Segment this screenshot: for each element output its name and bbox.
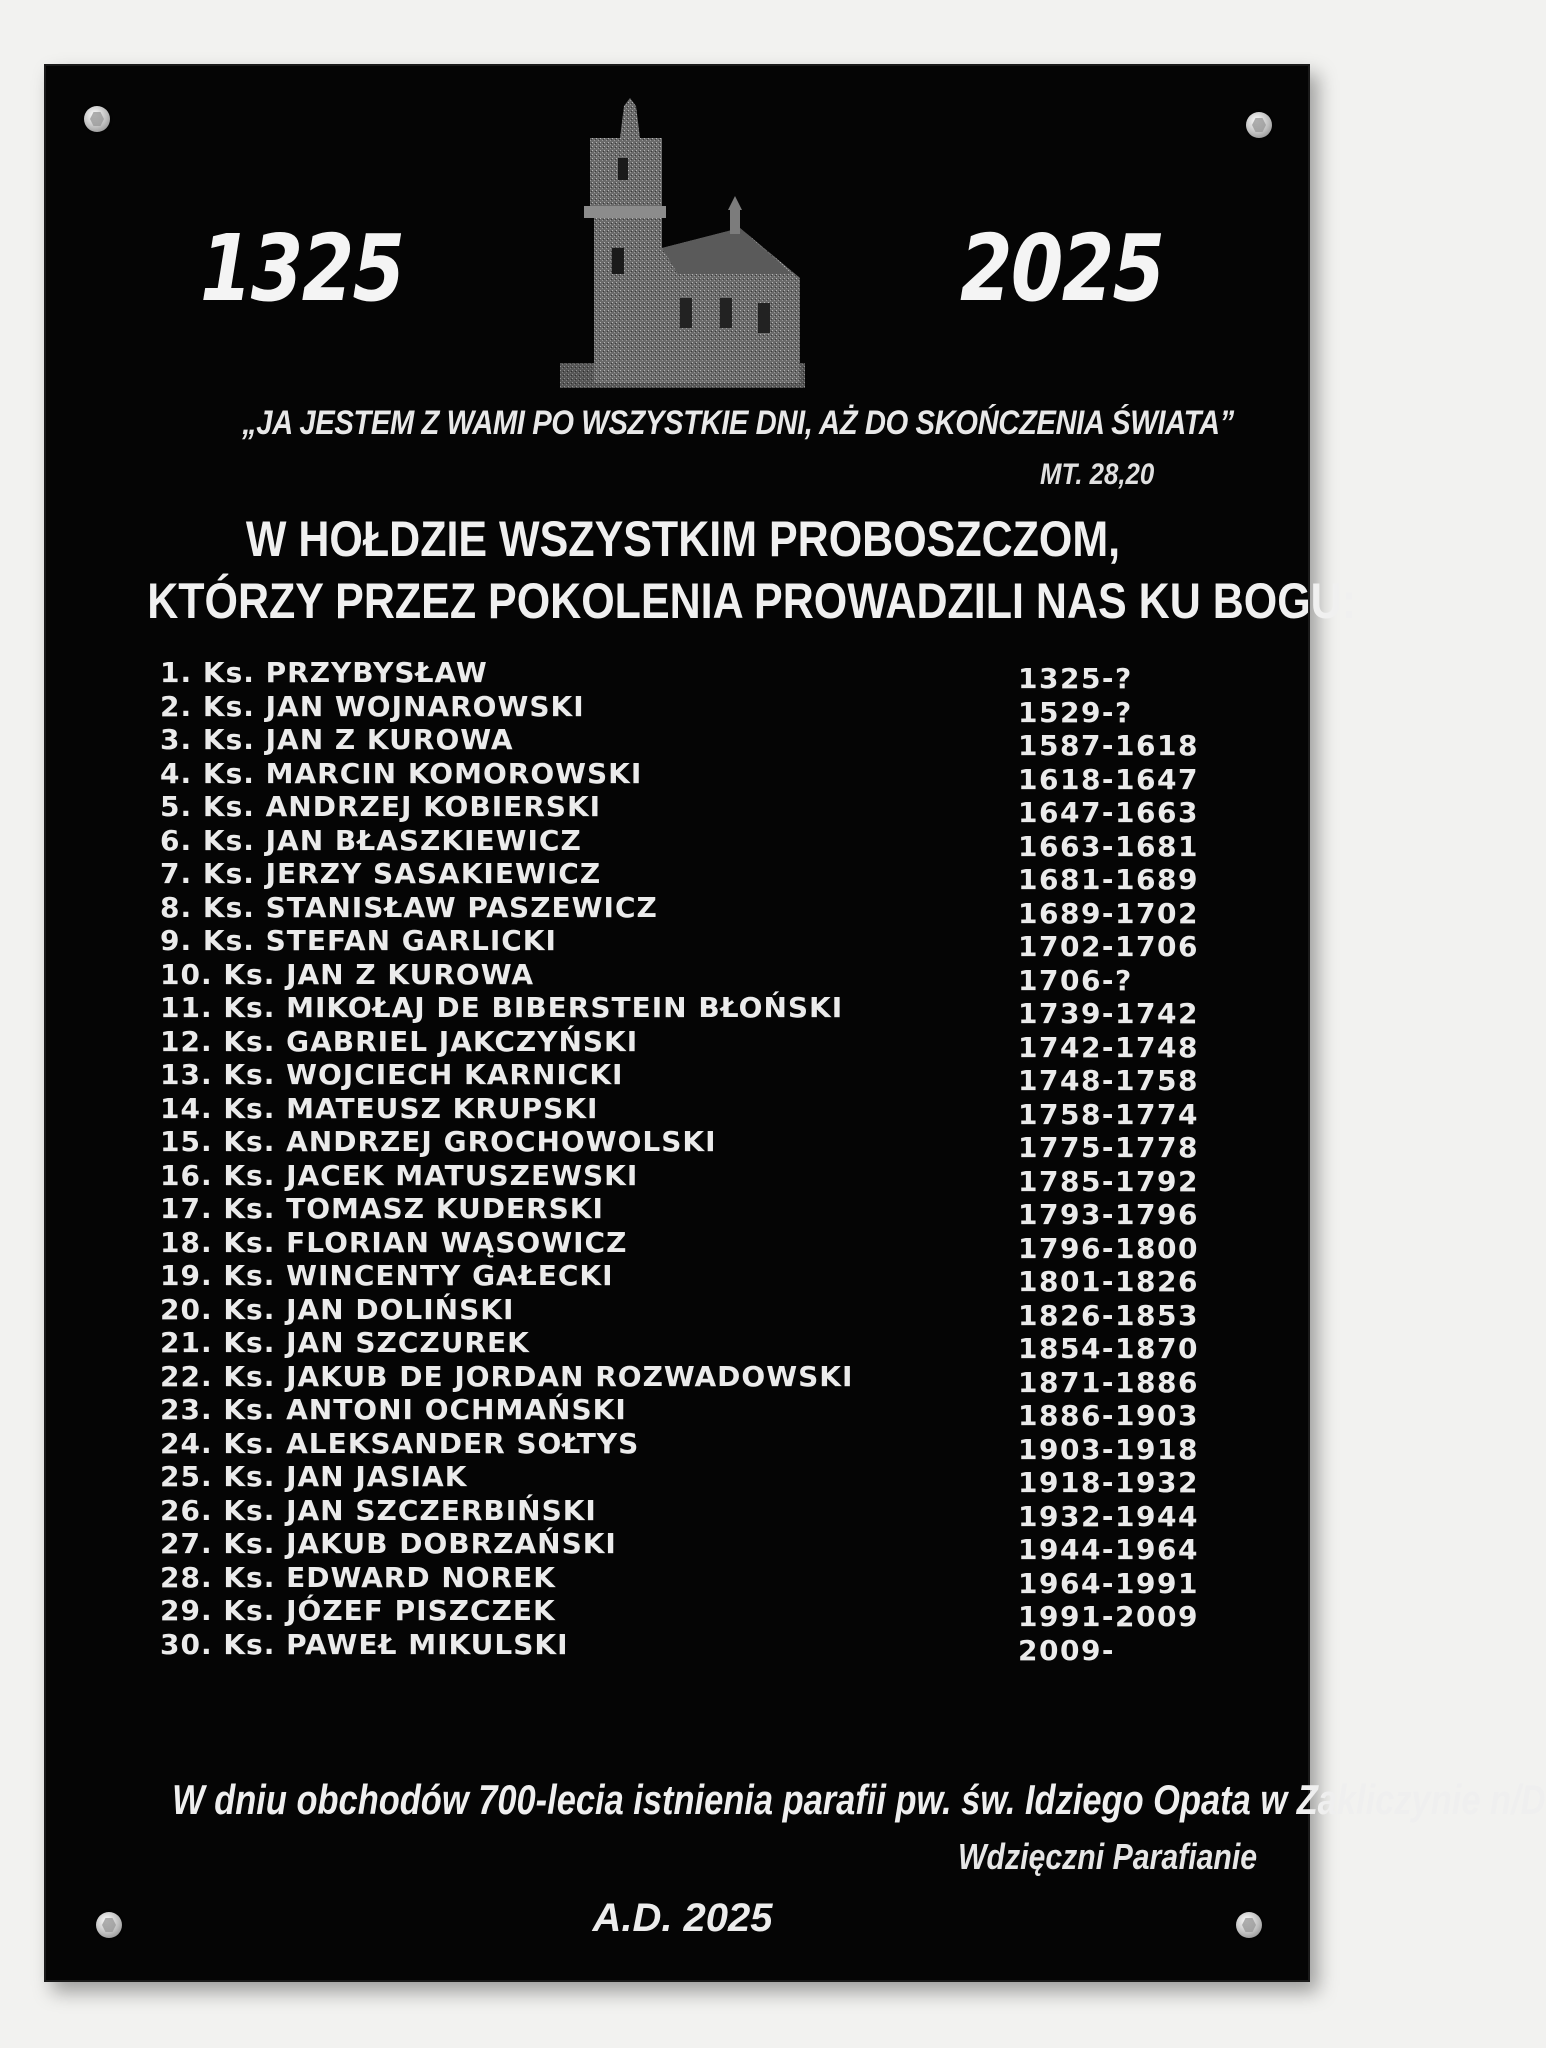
priest-name: 13. Ks. WOJCIECH KARNICKI (160, 1058, 624, 1091)
list-item (160, 1024, 1220, 1064)
priest-name: 25. Ks. JAN JASIAK (160, 1460, 468, 1493)
priest-name: 29. Ks. JÓZEF PISZCZEK (160, 1594, 556, 1627)
priest-name: 4. Ks. MARCIN KOMOROWSKI (160, 756, 643, 790)
list-item (160, 1125, 1220, 1164)
priest-years: 1618-1647 (1018, 762, 1199, 796)
priest-years: 1826-1853 (1018, 1298, 1199, 1332)
year-start: 1325 (200, 215, 404, 322)
anniversary-note: W dniu obchodów 700-lecia istnienia parafii pw. św. Idziego Opata w Zakliczynie n/D (172, 1776, 1546, 1823)
priest-name: 12. Ks. GABRIEL JAKCZYŃSKI (160, 1024, 639, 1058)
list-item (160, 1192, 1220, 1231)
priest-name: 9. Ks. STEFAN GARLICKI (160, 924, 557, 957)
priest-years: 1748-1758 (1018, 1064, 1199, 1097)
priest-years: 1871-1886 (1018, 1365, 1199, 1399)
list-item (160, 1326, 1220, 1365)
list-item (160, 991, 1220, 1030)
list-item (160, 924, 1220, 963)
list-item (160, 756, 1220, 796)
list-item (160, 1426, 1220, 1466)
screw-top-right-icon (1246, 112, 1272, 138)
priest-years: 1991-2009 (1018, 1600, 1199, 1633)
priest-years: 1886-1903 (1018, 1399, 1199, 1432)
priest-years: 1742-1748 (1018, 1030, 1199, 1064)
priest-name: 23. Ks. ANTONI OCHMAŃSKI (160, 1393, 627, 1426)
priest-name: 5. Ks. ANDRZEJ KOBIERSKI (160, 790, 602, 823)
priest-name: 22. Ks. JAKUB DE JORDAN ROZWADOWSKI (160, 1359, 854, 1393)
priest-name: 21. Ks. JAN SZCZUREK (160, 1326, 530, 1359)
list-item (160, 689, 1220, 729)
year-end: 2025 (960, 215, 1164, 322)
list-item (160, 1359, 1220, 1399)
list-item (160, 1594, 1220, 1633)
priest-years: 1689-1702 (1018, 896, 1199, 930)
list-item (160, 1091, 1220, 1131)
priest-name: 26. Ks. JAN SZCZERBIŃSKI (160, 1493, 597, 1527)
anno-domini-year: A.D. 2025 (592, 1896, 773, 1940)
priest-years: 1785-1792 (1018, 1164, 1199, 1198)
list-item (160, 890, 1220, 930)
priest-years: 1801-1826 (1018, 1265, 1199, 1298)
priest-name: 20. Ks. JAN DOLIŃSKI (160, 1292, 515, 1326)
list-item (160, 656, 1220, 695)
priest-name: 30. Ks. PAWEŁ MIKULSKI (160, 1627, 569, 1661)
list-item (160, 1259, 1220, 1298)
priest-name: 3. Ks. JAN Z KUROWA (160, 723, 514, 756)
priest-name: 19. Ks. WINCENTY GAŁECKI (160, 1259, 614, 1292)
list-item (160, 1058, 1220, 1097)
priest-name: 11. Ks. MIKOŁAJ DE BIBERSTEIN BŁOŃSKI (160, 991, 844, 1024)
list-item (160, 790, 1220, 829)
list-item (160, 1292, 1220, 1332)
priest-years: 1706-? (1018, 963, 1133, 997)
priest-name: 7. Ks. JERZY SASAKIEWICZ (160, 857, 602, 890)
priest-name: 2. Ks. JAN WOJNAROWSKI (160, 689, 585, 723)
screw-top-left-icon (84, 106, 110, 132)
priest-years: 1964-1991 (1018, 1566, 1199, 1600)
list-item (160, 1460, 1220, 1499)
scripture-reference: MT. 28,20 (1040, 458, 1155, 491)
priest-years: 1854-1870 (1018, 1332, 1199, 1365)
list-item (160, 1225, 1220, 1265)
list-item (160, 1560, 1220, 1600)
priest-years: 1758-1774 (1018, 1097, 1199, 1131)
priest-name: 1. Ks. PRZYBYSŁAW (160, 656, 488, 689)
dedication-heading-line2: KTÓRZY PRZEZ POKOLENIA PROWADZILI NAS KU BOGU: (147, 573, 1357, 629)
priest-years: 2009- (1018, 1633, 1116, 1667)
priest-name: 28. Ks. EDWARD NOREK (160, 1560, 556, 1594)
priest-years: 1796-1800 (1018, 1231, 1199, 1265)
priest-years: 1932-1944 (1018, 1499, 1199, 1533)
priest-name: 27. Ks. JAKUB DOBRZAŃSKI (160, 1527, 617, 1560)
priest-years: 1793-1796 (1018, 1198, 1199, 1231)
priest-name: 14. Ks. MATEUSZ KRUPSKI (160, 1091, 599, 1125)
priest-years: 1903-1918 (1018, 1432, 1199, 1466)
priest-years: 1529-? (1018, 695, 1133, 729)
priest-name: 6. Ks. JAN BŁASZKIEWICZ (160, 823, 582, 857)
priest-years: 1944-1964 (1018, 1533, 1199, 1566)
list-item (160, 1493, 1220, 1533)
priest-years: 1775-1778 (1018, 1131, 1199, 1164)
priest-years: 1325-? (1018, 662, 1133, 695)
priest-name: 24. Ks. ALEKSANDER SOŁTYS (160, 1426, 640, 1460)
priest-years: 1647-1663 (1018, 796, 1199, 829)
priest-name: 16. Ks. JACEK MATUSZEWSKI (160, 1158, 639, 1192)
priest-years: 1663-1681 (1018, 829, 1199, 863)
priest-name: 18. Ks. FLORIAN WĄSOWICZ (160, 1225, 628, 1259)
priest-name: 8. Ks. STANISŁAW PASZEWICZ (160, 890, 658, 924)
dedication-heading-line1: W HOŁDZIE WSZYSTKIM PROBOSZCZOM, (245, 511, 1121, 567)
priest-name: 17. Ks. TOMASZ KUDERSKI (160, 1192, 604, 1225)
list-item (160, 723, 1220, 762)
priest-years: 1702-1706 (1018, 930, 1199, 963)
list-item (160, 1393, 1220, 1432)
priest-name: 15. Ks. ANDRZEJ GROCHOWOLSKI (160, 1125, 717, 1158)
priest-years: 1918-1932 (1018, 1466, 1199, 1499)
priest-list (160, 656, 1220, 1667)
priest-years: 1739-1742 (1018, 997, 1199, 1030)
church-engraving-icon (560, 98, 805, 388)
priest-name: 10. Ks. JAN Z KUROWA (160, 957, 535, 991)
list-item (160, 957, 1220, 997)
list-item (160, 857, 1220, 896)
list-item (160, 1527, 1220, 1566)
list-item (160, 1158, 1220, 1198)
signature: Wdzięczni Parafianie (958, 1836, 1258, 1877)
list-item (160, 1627, 1220, 1667)
scripture-quote: „JA JESTEM Z WAMI PO WSZYSTKIE DNI, AŻ DO SKOŃCZENIA ŚWIATA” (242, 404, 1234, 442)
priest-years: 1681-1689 (1018, 863, 1199, 896)
priest-years: 1587-1618 (1018, 729, 1199, 762)
list-item (160, 823, 1220, 863)
